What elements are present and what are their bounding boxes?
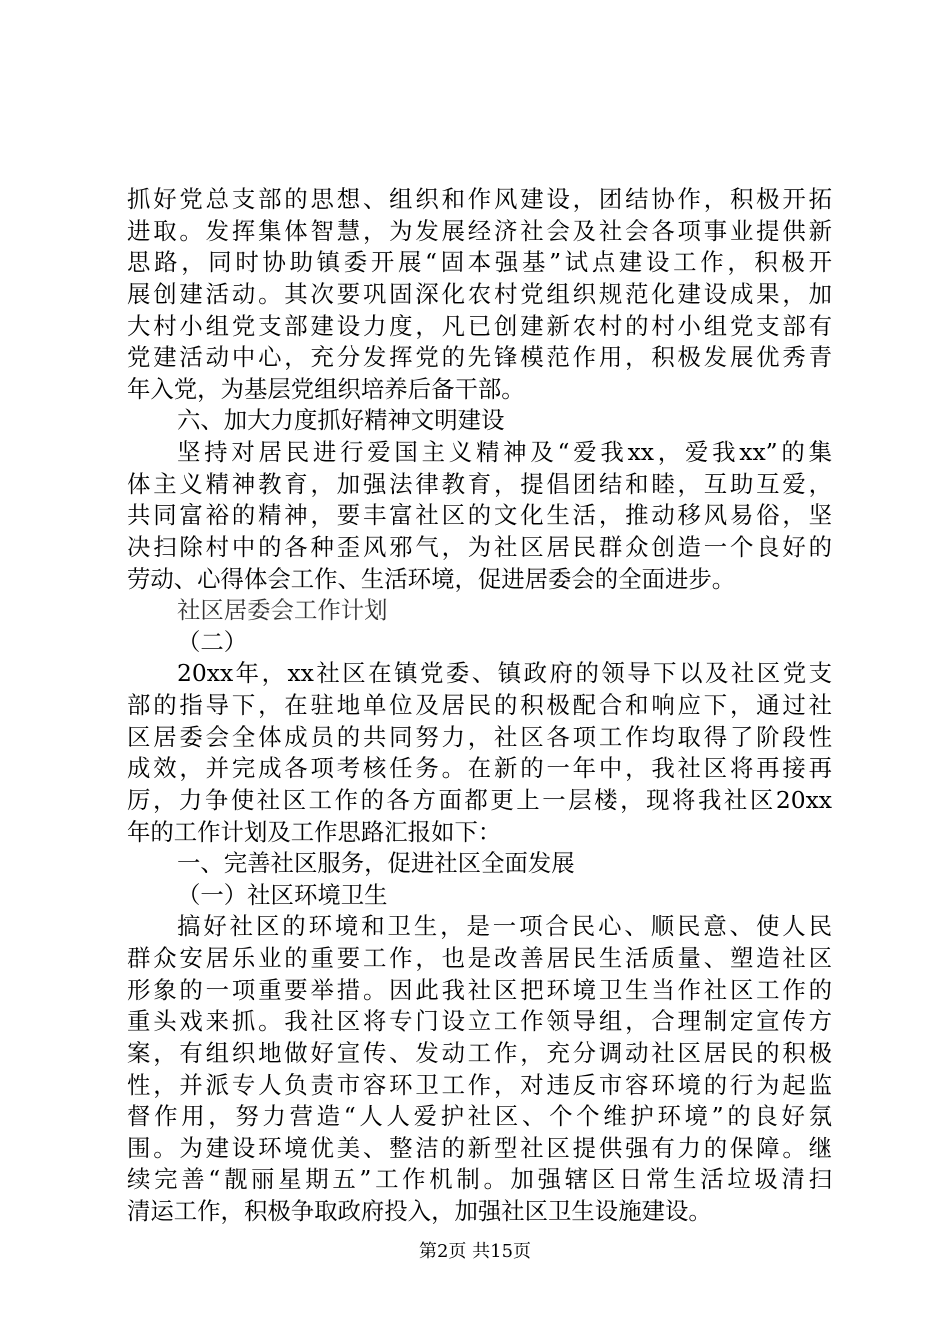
text-line: 坚持对居民进行爱国主义精神及“爱我xx，爱我xx”的集	[177, 438, 832, 466]
text-line: 年的工作计划及工作思路汇报如下：	[127, 817, 502, 846]
subsection-heading: （一）社区环境卫生	[177, 880, 388, 909]
text-line: 案，有组织地做好宣传、发动工作，充分调动社区居民的积极	[127, 1038, 832, 1067]
text-line: 成效，并完成各项考核任务。在新的一年中，我社区将再接再	[127, 754, 832, 783]
text-line: 党建活动中心，充分发挥党的先锋模范作用，积极发展优秀青	[127, 343, 832, 372]
text-line: 督作用，努力营造“人人爱护社区、个个维护环境”的良好氛	[127, 1102, 832, 1131]
section-heading: 一、完善社区服务，促进社区全面发展	[177, 849, 575, 878]
text-line: 抓好党总支部的思想、组织和作风建设，团结协作，积极开拓	[127, 185, 832, 213]
text-line: 区居委会全体成员的共同努力，社区各项工作均取得了阶段性	[127, 722, 832, 751]
section-heading: 六、加大力度抓好精神文明建设	[177, 406, 505, 435]
text-line: 形象的一项重要举措。因此我社区把环境卫生当作社区工作的	[127, 975, 832, 1004]
text-line: 性，并派专人负责市容环卫工作，对违反市容环境的行为起监	[127, 1070, 832, 1099]
text-line: 进取。发挥集体智慧，为发展经济社会及社会各项事业提供新	[127, 216, 832, 245]
text-line: 思路，同时协助镇委开展“固本强基”试点建设工作，积极开	[127, 248, 832, 277]
text-line: 年入党，为基层党组织培养后备干部。	[127, 374, 525, 403]
text-line: 续完善“靓丽星期五”工作机制。加强辖区日常生活垃圾清扫	[127, 1165, 832, 1194]
text-line: 群众安居乐业的重要工作，也是改善居民生活质量、塑造社区	[127, 944, 832, 972]
text-line: 20xx年，xx社区在镇党委、镇政府的领导下以及社区党支	[177, 659, 832, 688]
text-line: 厉，力争使社区工作的各方面都更上一层楼，现将我社区20xx	[127, 785, 832, 814]
text-line: 清运工作，积极争取政府投入，加强社区卫生设施建设。	[127, 1197, 712, 1225]
document-title: 社区居委会工作计划	[177, 596, 388, 625]
text-line: 搞好社区的环境和卫生，是一项合民心、顺民意、使人民	[177, 912, 832, 941]
page-number: 第2页 共15页	[418, 1241, 532, 1262]
text-line: 共同富裕的精神，要丰富社区的文化生活，推动移风易俗，坚	[127, 501, 832, 530]
text-line: 大村小组党支部建设力度，凡已创建新农村的村小组党支部有	[127, 311, 832, 340]
text-line: 部的指导下，在驻地单位及居民的积极配合和响应下，通过社	[127, 691, 832, 719]
text-line: 重头戏来抓。我社区将专门设立工作领导组，合理制定宣传方	[127, 1007, 832, 1036]
text-line: 劳动、心得体会工作、生活环境，促进居委会的全面进步。	[127, 564, 736, 593]
text-line: 围。为建设环境优美、整洁的新型社区提供强有力的保障。继	[127, 1133, 832, 1162]
text-line: 展创建活动。其次要巩固深化农村党组织规范化建设成果，加	[127, 279, 832, 308]
text-line: 决扫除村中的各种歪风邪气，为社区居民群众创造一个良好的	[127, 532, 832, 561]
document-subtitle: （二）	[177, 627, 248, 656]
text-line: 体主义精神教育，加强法律教育，提倡团结和睦，互助互爱，	[127, 469, 832, 498]
